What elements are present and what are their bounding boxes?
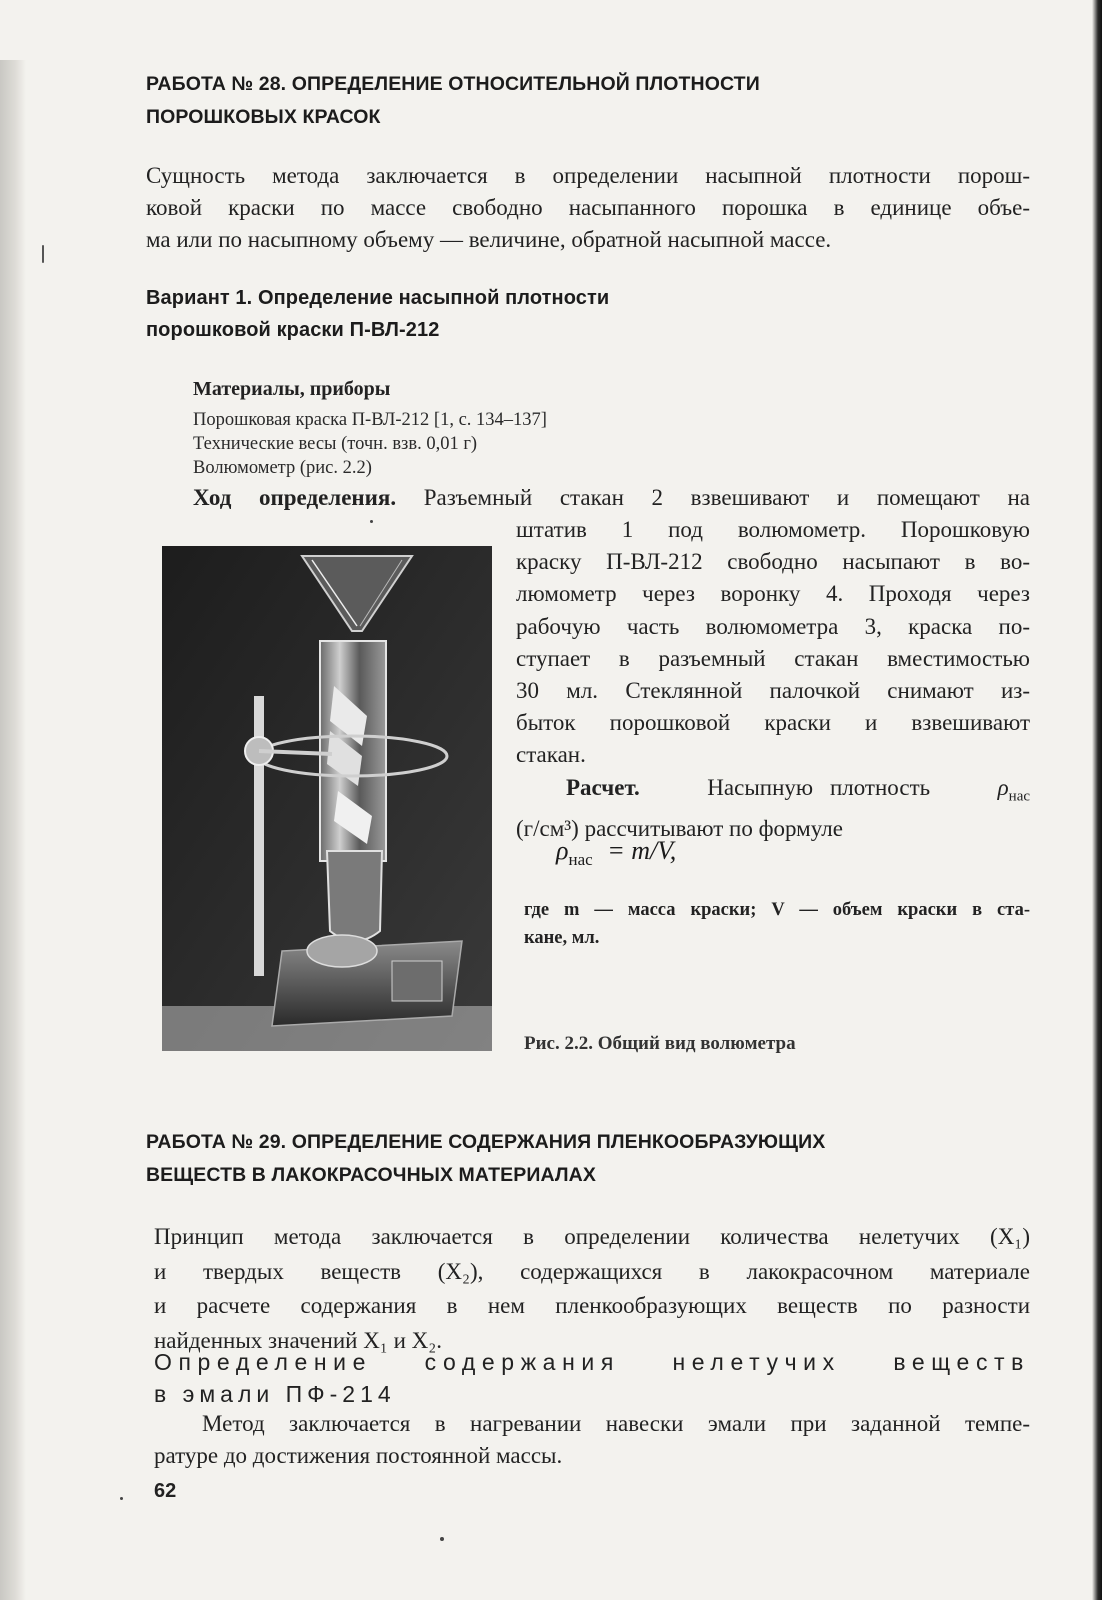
density-formula — [556, 836, 676, 870]
base-cup — [307, 935, 377, 967]
heading-line: ВЕЩЕСТВ В ЛАКОКРАСОЧНЫХ МАТЕРИАЛАХ — [146, 1164, 596, 1186]
text-line: ма или по насыпному объему — величине, обратной насыпной массе. — [146, 227, 832, 252]
heading-line: РАБОТА № 29. ОПРЕДЕЛЕНИЕ СОДЕРЖАНИЯ ПЛЕНКООБРАЗУЮЩИХ — [146, 1131, 826, 1153]
text-line: кане, мл. — [524, 928, 600, 948]
text-line: Принцип метода заключается в определении количества нелетучих (X₁) — [154, 1224, 1030, 1249]
text-line: стакан. — [516, 742, 586, 768]
units: (г/см³) — [516, 815, 579, 841]
split-cup — [327, 851, 382, 941]
text-line: штатив 1 под волюмометр. Порошковую — [516, 517, 1030, 542]
variant-heading — [146, 282, 609, 346]
procedure-first-line — [193, 482, 1030, 514]
procedure-title: Ход определения. — [193, 485, 397, 510]
materials-item: Порошковая краска П-ВЛ-212 [1, с. 134–137] — [193, 410, 547, 430]
method-paragraph — [154, 1408, 1030, 1472]
text-line: 30 мл. Стеклянной палочкой снимают из- — [516, 678, 1030, 704]
formula-legend — [524, 896, 1030, 952]
text-line: ратуре до достижения постоянной массы. — [154, 1443, 563, 1468]
page-number: 62 — [154, 1480, 177, 1502]
text-line — [566, 772, 1030, 813]
formula-rhs: = m/V, — [607, 836, 677, 865]
text-line: рабочую часть волюмометра 3, краска по- — [516, 613, 1030, 639]
intro-paragraph — [146, 160, 1030, 256]
scan-speck — [370, 520, 373, 523]
heading-line: ПОРОШКОВЫХ КРАСОК — [146, 106, 381, 128]
text-line: Определение содержания нелетучих веществ — [154, 1349, 1030, 1375]
text-line: где m — масса краски; V — объем краски в ста- — [524, 900, 1030, 920]
materials-item: Технические весы (точн. взв. 0,01 г) — [193, 434, 478, 454]
text-line: краску П-ВЛ-212 свободно насыпают в во- — [516, 549, 1030, 575]
text-line: найденных значений X₁ и X₂. — [154, 1327, 443, 1353]
text-line: Сущность метода заключается в определении насыпной плотности порош- — [146, 163, 1030, 188]
formula-symbol: ρ — [556, 836, 569, 865]
book-binding-shadow — [0, 60, 26, 1600]
scan-mark — [42, 245, 44, 263]
text-line: и расчете содержания в нем пленкообразующих веществ по разности — [154, 1293, 1030, 1318]
calculation-title: Расчет. — [566, 775, 640, 800]
rho-subscript: нас — [1008, 788, 1031, 805]
calculation-text: рассчитывают по формуле — [584, 815, 843, 841]
calculation-text: Насыпную плотность — [707, 775, 931, 800]
section-heading-28 — [146, 68, 760, 134]
rho-symbol: ρ — [997, 775, 1009, 800]
procedure-text: Разъемный стакан 2 взвешивают и помещают на — [423, 485, 1030, 510]
formula-subscript: нас — [568, 850, 593, 870]
materials-title: Материалы, приборы — [193, 378, 391, 400]
text-line: Метод заключается в нагревании навески эмали при заданной темпе- — [202, 1411, 1030, 1436]
figure-caption: Рис. 2.2. Общий вид волюметра — [524, 1033, 796, 1054]
section-heading-29 — [146, 1126, 825, 1192]
text-line: люмометр через воронку 4. Проходя через — [516, 581, 1030, 607]
heading-line: РАБОТА № 28. ОПРЕДЕЛЕНИЕ ОТНОСИТЕЛЬНОЙ ПЛОТНОСТИ — [146, 73, 760, 95]
volumeter-photo — [162, 546, 492, 1051]
principle-paragraph — [154, 1220, 1030, 1358]
calculation-paragraph — [516, 772, 1030, 845]
text-line: в эмали ПФ-214 — [154, 1381, 396, 1407]
base-plate — [392, 961, 442, 1001]
materials-item: Волюмометр (рис. 2.2) — [193, 458, 372, 478]
text-line: ковой краски по массе свободно насыпанного порошка в единице объе- — [146, 195, 1030, 220]
scan-speck — [440, 1537, 444, 1541]
text-line: быток порошковой краски и взвешивают — [516, 710, 1030, 736]
procedure-paragraph — [516, 514, 1030, 772]
page-edge-shadow — [1092, 0, 1102, 1600]
heading-line: порошковой краски П-ВЛ-212 — [146, 319, 440, 341]
subsection-title — [154, 1346, 1030, 1410]
text-line: ступает в разъемный стакан вместимостью — [516, 645, 1030, 671]
heading-line: Вариант 1. Определение насыпной плотности — [146, 287, 610, 309]
scan-speck — [120, 1497, 123, 1500]
text-line — [193, 482, 1030, 514]
text-line: и твердых веществ (X₂), содержащихся в лакокрасочном материале — [154, 1258, 1030, 1284]
